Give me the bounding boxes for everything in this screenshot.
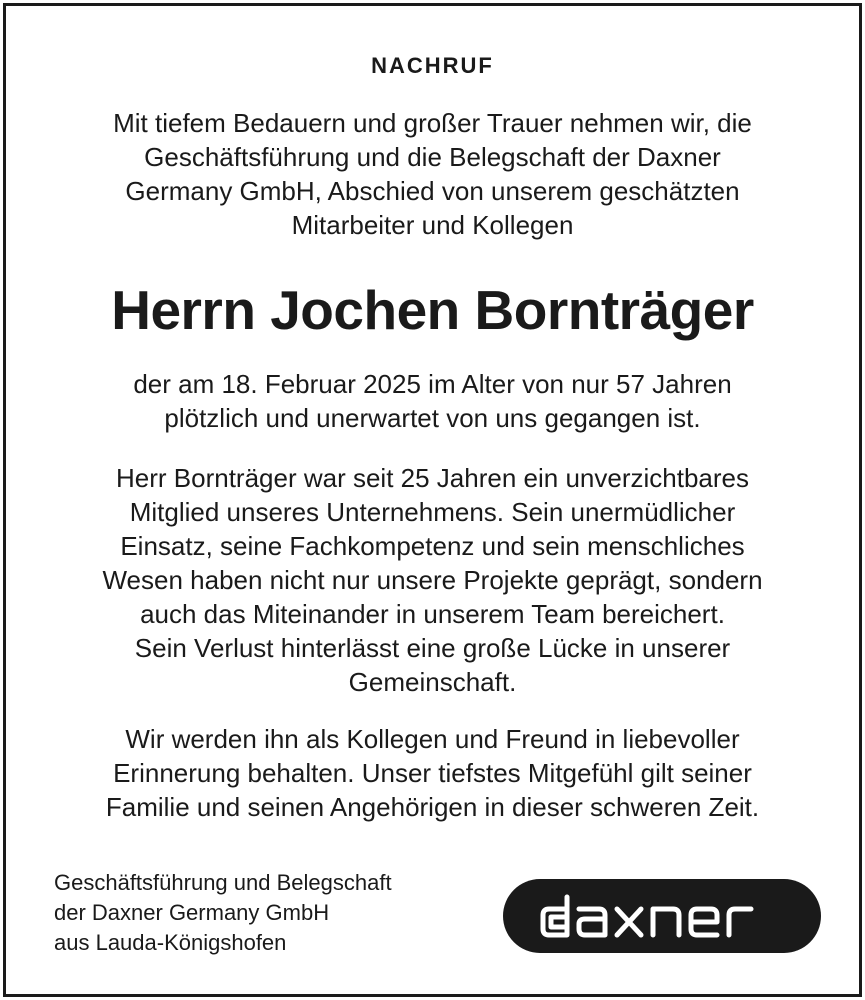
tribute-line: Herr Bornträger war seit 25 Jahren ein unverzichtbares	[116, 463, 749, 493]
closing-paragraph	[6, 722, 859, 824]
tribute-paragraph	[6, 461, 859, 699]
intro-paragraph	[6, 106, 859, 242]
tribute-line: Gemeinschaft.	[348, 667, 517, 697]
deceased-name: Herrn Jochen Bornträger	[111, 279, 754, 341]
signature-line: aus Lauda-Königshofen	[54, 930, 287, 955]
intro-line: Geschäftsführung und die Belegschaft der Daxner	[144, 142, 721, 172]
tribute-line: Sein Verlust hinterlässt eine große Lücke in unserer	[134, 633, 731, 663]
signature-line: Geschäftsführung und Belegschaft	[54, 870, 392, 895]
tribute-line: Einsatz, seine Fachkompetenz und sein menschliches	[120, 531, 745, 561]
obituary-notice	[3, 3, 862, 997]
daxner-logo	[503, 879, 821, 953]
closing-line: Wir werden ihn als Kollegen und Freund in liebevoller	[125, 724, 740, 754]
notice-heading: NACHRUF	[371, 53, 494, 78]
tribute-line: Wesen haben nicht nur unsere Projekte geprägt, sondern	[102, 565, 763, 595]
tribute-line: Mitglied unseres Unternehmens. Sein unermüdlicher	[129, 497, 736, 527]
signature-block	[54, 868, 392, 958]
closing-line: Erinnerung behalten. Unser tiefstes Mitgefühl gilt seiner	[113, 758, 752, 788]
intro-line: Mit tiefem Bedauern und großer Trauer nehmen wir, die	[113, 108, 752, 138]
death-paragraph	[6, 367, 859, 435]
death-line: der am 18. Februar 2025 im Alter von nur 57 Jahren	[133, 369, 732, 399]
death-line: plötzlich und unerwartet von uns gegangen ist.	[164, 403, 701, 433]
tribute-line: auch das Miteinander in unserem Team bereichert.	[140, 599, 725, 629]
intro-line: Germany GmbH, Abschied von unserem geschätzten	[125, 176, 740, 206]
daxner-logo-wordmark	[537, 891, 787, 941]
signature-line: der Daxner Germany GmbH	[54, 900, 330, 925]
intro-line: Mitarbeiter und Kollegen	[291, 210, 574, 240]
closing-line: Familie und seinen Angehörigen in dieser schweren Zeit.	[105, 792, 760, 822]
